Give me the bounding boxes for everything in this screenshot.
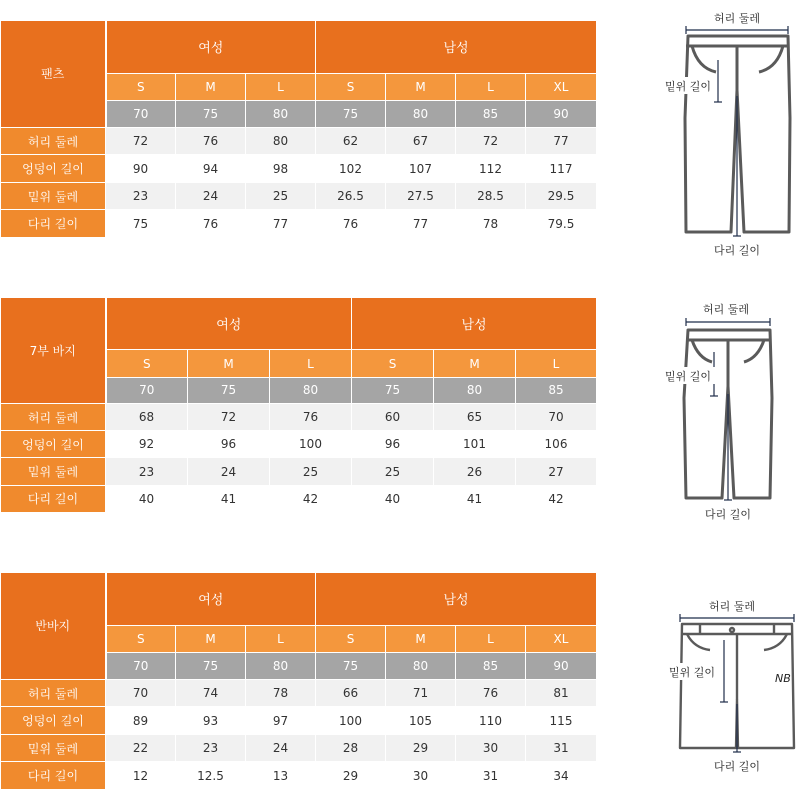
size-header-cell: S xyxy=(106,350,188,377)
table-cell: 89 xyxy=(106,707,176,735)
table-cell: 78 xyxy=(456,210,526,238)
table-cell: 81 xyxy=(526,679,597,707)
table-cell: 65 xyxy=(434,403,516,430)
row-label: 밑위 둘레 xyxy=(1,734,106,762)
table-cell: 77 xyxy=(526,127,597,155)
table-row xyxy=(1,679,597,707)
table-cell: 96 xyxy=(188,431,270,458)
table-cell: 76 xyxy=(176,210,246,238)
row-label: 엉덩이 길이 xyxy=(1,155,106,183)
waist-number-cell: 70 xyxy=(106,653,176,679)
waist-number-cell: 75 xyxy=(352,377,434,403)
table-cell: 31 xyxy=(526,734,597,762)
group-header-men: 남성 xyxy=(316,21,597,74)
table-cell: 76 xyxy=(316,210,386,238)
table-cell: 67 xyxy=(386,127,456,155)
row-label: 다리 길이 xyxy=(1,210,106,238)
table-cell: 106 xyxy=(516,431,597,458)
waist-measure-label: 허리 둘레 xyxy=(708,600,756,613)
group-header-men: 남성 xyxy=(316,573,597,626)
table-row xyxy=(1,127,597,155)
waist-dimension-line xyxy=(686,318,770,326)
table-cell: 62 xyxy=(316,127,386,155)
leg-measure-label: 다리 길이 xyxy=(704,508,752,521)
table-cell: 92 xyxy=(106,431,188,458)
table-cell: 105 xyxy=(386,707,456,735)
table-cell: 30 xyxy=(386,762,456,790)
table-cell: 26 xyxy=(434,458,516,485)
waist-number-cell: 90 xyxy=(526,653,597,679)
waist-number-cell: 80 xyxy=(270,377,352,403)
waist-number-cell: 85 xyxy=(516,377,597,403)
leg-measure-label: 다리 길이 xyxy=(713,244,761,257)
size-header-cell: M xyxy=(386,625,456,653)
table-row xyxy=(1,155,597,183)
waist-number-cell: 70 xyxy=(106,377,188,403)
table-cell: 102 xyxy=(316,155,386,183)
table-cell: 98 xyxy=(246,155,316,183)
size-header-cell: M xyxy=(188,350,270,377)
table-cell: 76 xyxy=(270,403,352,430)
size-header-cell: S xyxy=(316,73,386,101)
table-cell: 22 xyxy=(106,734,176,762)
table-cell: 97 xyxy=(246,707,316,735)
table-cell: 110 xyxy=(456,707,526,735)
table-cell: 28.5 xyxy=(456,182,526,210)
table-cell: 74 xyxy=(176,679,246,707)
table-row xyxy=(1,762,597,790)
table-cell: 40 xyxy=(106,485,188,512)
table-cell: 94 xyxy=(176,155,246,183)
table-row xyxy=(1,403,597,430)
size-table-pants xyxy=(0,20,597,238)
pants-diagram xyxy=(640,0,800,262)
rise-measure-label: 밑위 길이 xyxy=(664,80,712,93)
table-cell: 13 xyxy=(246,762,316,790)
table-row xyxy=(1,707,597,735)
table-cell: 77 xyxy=(246,210,316,238)
table-cell: 30 xyxy=(456,734,526,762)
table-title: 팬츠 xyxy=(1,21,106,128)
table-cell: 60 xyxy=(352,403,434,430)
table-cell: 24 xyxy=(176,182,246,210)
row-label: 다리 길이 xyxy=(1,485,106,512)
table-cell: 12 xyxy=(106,762,176,790)
waist-number-cell: 75 xyxy=(176,101,246,127)
table-cell: 80 xyxy=(246,127,316,155)
row-label: 밑위 둘레 xyxy=(1,182,106,210)
waist-number-cell: 75 xyxy=(316,101,386,127)
size-header-cell: S xyxy=(352,350,434,377)
waist-number-cell: 75 xyxy=(188,377,270,403)
size-header-cell: XL xyxy=(526,73,597,101)
row-label: 다리 길이 xyxy=(1,762,106,790)
size-header-cell: M xyxy=(434,350,516,377)
size-header-cell: L xyxy=(246,625,316,653)
size-header-cell: M xyxy=(176,625,246,653)
row-label: 허리 둘레 xyxy=(1,127,106,155)
table-row xyxy=(1,431,597,458)
table-cell: 34 xyxy=(526,762,597,790)
rise-dimension-line xyxy=(720,640,728,702)
leg-measure-label: 다리 길이 xyxy=(713,760,761,773)
cropped-pants-diagram xyxy=(640,298,800,528)
table-cell: 93 xyxy=(176,707,246,735)
group-header-women: 여성 xyxy=(106,21,316,74)
waist-number-cell: 75 xyxy=(316,653,386,679)
table-cell: 28 xyxy=(316,734,386,762)
table-cell: 41 xyxy=(434,485,516,512)
table-cell: 25 xyxy=(270,458,352,485)
size-header-cell: S xyxy=(106,625,176,653)
table-cell: 72 xyxy=(456,127,526,155)
table-cell: 27 xyxy=(516,458,597,485)
leg-dimension-line xyxy=(733,704,741,752)
table-cell: 70 xyxy=(516,403,597,430)
table-cell: 101 xyxy=(434,431,516,458)
brand-logo-icon: NB xyxy=(775,672,791,685)
table-row xyxy=(1,485,597,512)
table-cell: 75 xyxy=(106,210,176,238)
table-cell: 112 xyxy=(456,155,526,183)
table-cell: 115 xyxy=(526,707,597,735)
table-cell: 77 xyxy=(386,210,456,238)
size-header-cell: M xyxy=(176,73,246,101)
size-header-cell: L xyxy=(456,73,526,101)
group-header-men: 남성 xyxy=(352,298,597,350)
waist-number-cell: 85 xyxy=(456,653,526,679)
table-cell: 24 xyxy=(246,734,316,762)
size-table-shorts xyxy=(0,572,597,790)
waist-number-cell: 75 xyxy=(176,653,246,679)
rise-measure-label: 밑위 길이 xyxy=(668,666,716,679)
group-header-women: 여성 xyxy=(106,573,316,626)
table-cell: 25 xyxy=(246,182,316,210)
size-header-cell: L xyxy=(516,350,597,377)
table-cell: 66 xyxy=(316,679,386,707)
table-cell: 42 xyxy=(270,485,352,512)
size-header-cell: L xyxy=(270,350,352,377)
table-cell: 23 xyxy=(106,458,188,485)
table-cell: 23 xyxy=(106,182,176,210)
table-cell: 29 xyxy=(386,734,456,762)
waist-dimension-line xyxy=(680,614,794,622)
table-row xyxy=(1,210,597,238)
row-label: 엉덩이 길이 xyxy=(1,707,106,735)
table-cell: 70 xyxy=(106,679,176,707)
table-cell: 29.5 xyxy=(526,182,597,210)
table-title: 7부 바지 xyxy=(1,298,106,404)
table-cell: 27.5 xyxy=(386,182,456,210)
table-cell: 76 xyxy=(456,679,526,707)
table-row xyxy=(1,458,597,485)
waist-number-cell: 80 xyxy=(434,377,516,403)
row-label: 허리 둘레 xyxy=(1,403,106,430)
table-cell: 25 xyxy=(352,458,434,485)
waist-number-cell: 80 xyxy=(386,101,456,127)
size-header-cell: S xyxy=(316,625,386,653)
table-cell: 79.5 xyxy=(526,210,597,238)
table-cell: 71 xyxy=(386,679,456,707)
table-cell: 24 xyxy=(188,458,270,485)
waist-number-cell: 80 xyxy=(246,101,316,127)
table-cell: 72 xyxy=(106,127,176,155)
table-cell: 29 xyxy=(316,762,386,790)
waist-number-cell: 85 xyxy=(456,101,526,127)
table-row xyxy=(1,734,597,762)
table-cell: 68 xyxy=(106,403,188,430)
table-cell: 26.5 xyxy=(316,182,386,210)
rise-measure-label: 밑위 길이 xyxy=(664,370,712,383)
waist-number-cell: 80 xyxy=(386,653,456,679)
waist-number-cell: 80 xyxy=(246,653,316,679)
table-cell: 78 xyxy=(246,679,316,707)
table-cell: 107 xyxy=(386,155,456,183)
waist-measure-label: 허리 둘레 xyxy=(713,12,761,25)
table-cell: 23 xyxy=(176,734,246,762)
table-cell: 100 xyxy=(270,431,352,458)
table-cell: 72 xyxy=(188,403,270,430)
table-cell: 90 xyxy=(106,155,176,183)
size-header-cell: L xyxy=(456,625,526,653)
row-label: 밑위 둘레 xyxy=(1,458,106,485)
row-label: 엉덩이 길이 xyxy=(1,431,106,458)
table-row xyxy=(1,182,597,210)
size-header-cell: M xyxy=(386,73,456,101)
table-cell: 40 xyxy=(352,485,434,512)
table-cell: 117 xyxy=(526,155,597,183)
table-cell: 42 xyxy=(516,485,597,512)
waist-number-cell: 70 xyxy=(106,101,176,127)
size-header-cell: S xyxy=(106,73,176,101)
table-cell: 96 xyxy=(352,431,434,458)
waist-dimension-line xyxy=(686,26,788,34)
waist-number-cell: 90 xyxy=(526,101,597,127)
table-cell: 31 xyxy=(456,762,526,790)
table-cell: 41 xyxy=(188,485,270,512)
row-label: 허리 둘레 xyxy=(1,679,106,707)
table-cell: 76 xyxy=(176,127,246,155)
waist-measure-label: 허리 둘레 xyxy=(702,303,750,316)
shorts-diagram xyxy=(640,590,800,780)
table-title: 반바지 xyxy=(1,573,106,680)
group-header-women: 여성 xyxy=(106,298,352,350)
table-cell: 12.5 xyxy=(176,762,246,790)
table-cell: 100 xyxy=(316,707,386,735)
size-header-cell: L xyxy=(246,73,316,101)
size-header-cell: XL xyxy=(526,625,597,653)
size-table-cropped-pants xyxy=(0,297,597,513)
